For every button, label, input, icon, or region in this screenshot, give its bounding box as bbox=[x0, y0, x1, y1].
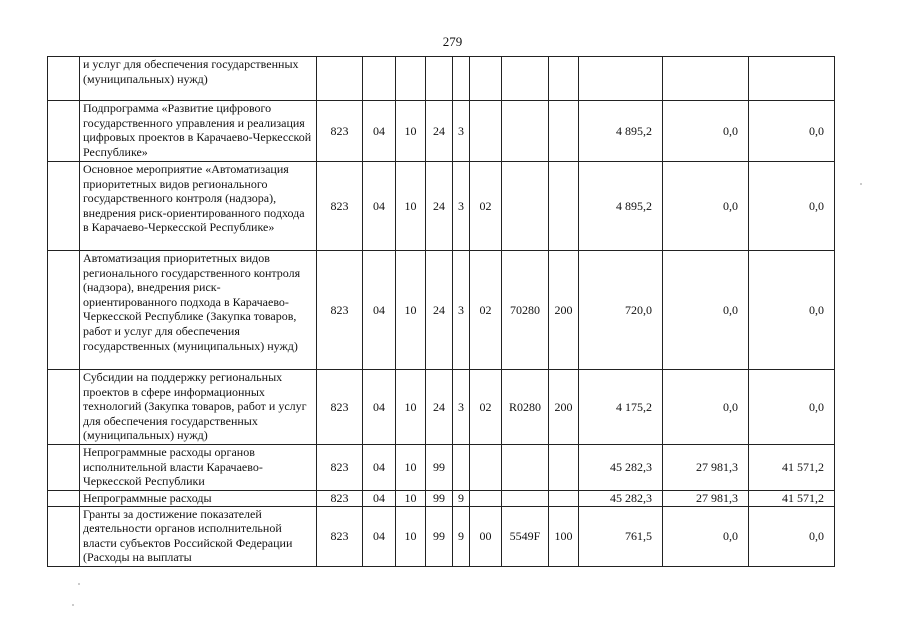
direction-code: 5549F bbox=[502, 506, 549, 566]
direction-code: R0280 bbox=[502, 370, 549, 445]
expense-type-code bbox=[549, 445, 579, 491]
ministry-code: 823 bbox=[317, 370, 363, 445]
amount-year-1: 720,0 bbox=[579, 251, 663, 370]
ministry-code: 823 bbox=[317, 251, 363, 370]
amount-year-1: 4 895,2 bbox=[579, 162, 663, 251]
scan-speck bbox=[78, 583, 80, 585]
row-marker-cell bbox=[48, 57, 80, 101]
row-name: Подпрограмма «Развитие цифрового государственного управления и реализация цифровых проектов в Карачаево-Черкесской Республике» bbox=[80, 101, 317, 162]
budget-table bbox=[47, 56, 835, 567]
amount-year-2: 0,0 bbox=[663, 370, 749, 445]
amount-year-1: 4 895,2 bbox=[579, 101, 663, 162]
subprogram-code: 9 bbox=[453, 506, 470, 566]
subprogram-code: 3 bbox=[453, 251, 470, 370]
amount-year-3: 0,0 bbox=[749, 251, 835, 370]
section-code: 04 bbox=[363, 251, 396, 370]
program-code: 24 bbox=[426, 251, 453, 370]
table-row bbox=[48, 491, 835, 507]
section-code: 04 bbox=[363, 101, 396, 162]
scan-speck bbox=[860, 183, 862, 185]
section-code: 04 bbox=[363, 445, 396, 491]
subsection-code: 10 bbox=[396, 101, 426, 162]
table-body bbox=[48, 57, 835, 567]
expense-type-code bbox=[549, 162, 579, 251]
table-row bbox=[48, 57, 835, 101]
row-name: Непрограммные расходы органов исполнительной власти Карачаево-Черкесской Республики bbox=[80, 445, 317, 491]
subsection-code: 10 bbox=[396, 491, 426, 507]
ministry-code: 823 bbox=[317, 101, 363, 162]
amount-year-3: 0,0 bbox=[749, 101, 835, 162]
amount-year-1: 45 282,3 bbox=[579, 445, 663, 491]
table-row bbox=[48, 445, 835, 491]
program-code: 99 bbox=[426, 491, 453, 507]
amount-year-3: 0,0 bbox=[749, 370, 835, 445]
row-marker-cell bbox=[48, 162, 80, 251]
subsection-code bbox=[396, 57, 426, 101]
program-code: 99 bbox=[426, 445, 453, 491]
section-code bbox=[363, 57, 396, 101]
section-code: 04 bbox=[363, 162, 396, 251]
amount-year-3: 0,0 bbox=[749, 162, 835, 251]
row-marker-cell bbox=[48, 370, 80, 445]
direction-code bbox=[502, 57, 549, 101]
row-marker-cell bbox=[48, 506, 80, 566]
expense-type-code: 200 bbox=[549, 370, 579, 445]
table-row bbox=[48, 370, 835, 445]
row-name: Основное мероприятие «Автоматизация приоритетных видов регионального государственного контроля (надзора), внедрения риск-ориентированного подхода в Карачаево-Черкесской Республике» bbox=[80, 162, 317, 251]
expense-type-code: 100 bbox=[549, 506, 579, 566]
row-name: Гранты за достижение показателей деятельности органов исполнительной власти субъектов Российской Федерации (Расходы на выплаты bbox=[80, 506, 317, 566]
ministry-code: 823 bbox=[317, 162, 363, 251]
table-row bbox=[48, 101, 835, 162]
row-name: Субсидии на поддержку региональных проектов в сфере информационных технологий (Закупка товаров, работ и услуг для обеспечения государственных (муниципальных) нужд) bbox=[80, 370, 317, 445]
expense-type-code: 200 bbox=[549, 251, 579, 370]
event-code: 02 bbox=[470, 370, 502, 445]
amount-year-3: 0,0 bbox=[749, 506, 835, 566]
row-marker-cell bbox=[48, 445, 80, 491]
section-code: 04 bbox=[363, 370, 396, 445]
ministry-code bbox=[317, 57, 363, 101]
subsection-code: 10 bbox=[396, 251, 426, 370]
subprogram-code bbox=[453, 57, 470, 101]
row-marker-cell bbox=[48, 101, 80, 162]
row-name: и услуг для обеспечения государственных (муниципальных) нужд) bbox=[80, 57, 317, 101]
row-marker-cell bbox=[48, 491, 80, 507]
subsection-code: 10 bbox=[396, 162, 426, 251]
amount-year-2: 27 981,3 bbox=[663, 491, 749, 507]
ministry-code: 823 bbox=[317, 491, 363, 507]
amount-year-2: 0,0 bbox=[663, 251, 749, 370]
section-code: 04 bbox=[363, 506, 396, 566]
row-marker-cell bbox=[48, 251, 80, 370]
subprogram-code: 3 bbox=[453, 162, 470, 251]
event-code bbox=[470, 57, 502, 101]
section-code: 04 bbox=[363, 491, 396, 507]
subprogram-code: 9 bbox=[453, 491, 470, 507]
event-code: 00 bbox=[470, 506, 502, 566]
program-code: 24 bbox=[426, 101, 453, 162]
expense-type-code bbox=[549, 101, 579, 162]
table-row bbox=[48, 251, 835, 370]
page-number: 279 bbox=[442, 34, 463, 49]
direction-code: 70280 bbox=[502, 251, 549, 370]
event-code: 02 bbox=[470, 251, 502, 370]
program-code: 24 bbox=[426, 162, 453, 251]
direction-code bbox=[502, 162, 549, 251]
row-name: Автоматизация приоритетных видов регионального государственного контроля (надзора), внедрения риск-ориентированного подхода в Карачаево-Черкесской Республике (Закупка товаров, работ и услуг для обеспечения государственных (муниципальных) нужд) bbox=[80, 251, 317, 370]
amount-year-3: 41 571,2 bbox=[749, 491, 835, 507]
event-code: 02 bbox=[470, 162, 502, 251]
amount-year-1: 4 175,2 bbox=[579, 370, 663, 445]
direction-code bbox=[502, 101, 549, 162]
event-code bbox=[470, 101, 502, 162]
table-row bbox=[48, 506, 835, 566]
scan-speck bbox=[72, 604, 74, 606]
ministry-code: 823 bbox=[317, 506, 363, 566]
event-code bbox=[470, 445, 502, 491]
amount-year-1: 45 282,3 bbox=[579, 491, 663, 507]
direction-code bbox=[502, 491, 549, 507]
expense-type-code bbox=[549, 57, 579, 101]
amount-year-3 bbox=[749, 57, 835, 101]
amount-year-1: 761,5 bbox=[579, 506, 663, 566]
subsection-code: 10 bbox=[396, 370, 426, 445]
subprogram-code: 3 bbox=[453, 101, 470, 162]
subprogram-code bbox=[453, 445, 470, 491]
ministry-code: 823 bbox=[317, 445, 363, 491]
subsection-code: 10 bbox=[396, 445, 426, 491]
amount-year-2 bbox=[663, 57, 749, 101]
program-code bbox=[426, 57, 453, 101]
table-row bbox=[48, 162, 835, 251]
direction-code bbox=[502, 445, 549, 491]
amount-year-2: 0,0 bbox=[663, 101, 749, 162]
amount-year-1 bbox=[579, 57, 663, 101]
amount-year-3: 41 571,2 bbox=[749, 445, 835, 491]
row-name: Непрограммные расходы bbox=[80, 491, 317, 507]
amount-year-2: 0,0 bbox=[663, 162, 749, 251]
program-code: 99 bbox=[426, 506, 453, 566]
expense-type-code bbox=[549, 491, 579, 507]
event-code bbox=[470, 491, 502, 507]
subprogram-code: 3 bbox=[453, 370, 470, 445]
amount-year-2: 0,0 bbox=[663, 506, 749, 566]
amount-year-2: 27 981,3 bbox=[663, 445, 749, 491]
subsection-code: 10 bbox=[396, 506, 426, 566]
program-code: 24 bbox=[426, 370, 453, 445]
